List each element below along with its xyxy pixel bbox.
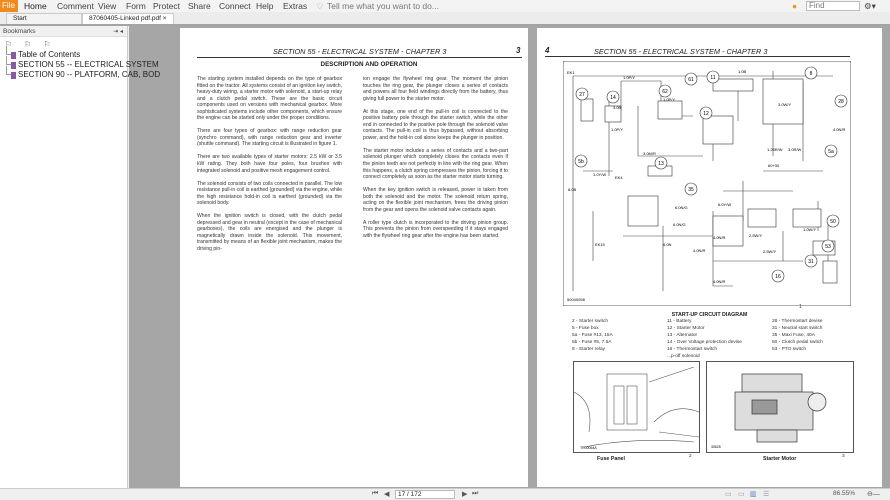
wire-label: EK4 [615, 175, 623, 180]
component-callout: 61 [688, 77, 694, 83]
lightbulb-icon: ♡ [316, 1, 324, 11]
page-splitter[interactable] [529, 26, 536, 488]
component-box [748, 209, 776, 227]
legend-item: 31 - Neutral start switch [772, 325, 823, 331]
legend-item: 5b - Fuse #5, 7.5A [572, 339, 612, 345]
component-box [628, 196, 658, 226]
close-icon[interactable]: × [162, 15, 167, 22]
legend-item: 16 - Thermostart switch [667, 346, 718, 352]
component-box [823, 261, 837, 283]
legend-item: 5 - Fuse box [572, 325, 599, 331]
wire-label: 1.0W/Y [803, 227, 817, 232]
wire-label: EK1 [567, 70, 575, 75]
legend-column [572, 319, 613, 354]
bookmark-icon [11, 62, 16, 69]
bookmark-toolbar [0, 37, 127, 50]
page-number-input[interactable]: 17 / 172 [395, 490, 455, 499]
document-view [129, 26, 890, 488]
component-callout: 50 [830, 219, 836, 225]
first-page-button[interactable]: ⏮ [372, 490, 379, 497]
wire-label: 1.0P/Y [623, 75, 636, 80]
bookmark-icon [11, 52, 16, 59]
fuse-panel-illustration [574, 362, 699, 452]
continuous-facing-icon[interactable]: ☰ [763, 491, 770, 498]
figure-caption: Starter Motor [763, 456, 797, 462]
find-options-icon[interactable]: ⚙▾ [864, 1, 876, 11]
bookmark-expand-icon[interactable]: ⚐ [24, 40, 32, 49]
single-page-view-icon[interactable]: ▭ [725, 491, 732, 498]
pdf-page-4 [537, 28, 882, 487]
paragraph: The starter motor includes a series of contacts and a two-part solenoid plunger which completely closes the contacts even if the pinion teeth are not perfectly in line with the ring gear. When this happens, a clutch spring compresses the pinion, forcing it to connect completely as soon as the starter motor starts turning. [363, 147, 508, 181]
wire-label: 1.0B [738, 69, 747, 74]
component-callout: 31 [808, 259, 814, 265]
diagram-frame [563, 61, 851, 306]
header-rule [197, 57, 522, 58]
bookmark-label: SECTION 55 -- ELECTRICAL SYSTEM [18, 60, 159, 69]
menu-comment[interactable]: Comment [57, 1, 94, 11]
legend-item: 12 - Starter Motor [667, 325, 705, 331]
menu-view[interactable]: View [98, 1, 117, 11]
next-page-button[interactable]: ▶ [462, 491, 468, 498]
tab-document[interactable] [82, 13, 174, 24]
start-up-circuit-diagram [563, 61, 851, 306]
wire-label: 3.0W/Y [778, 102, 792, 107]
tab-start[interactable] [6, 13, 82, 24]
wire-label: EK15 [595, 242, 605, 247]
component-box [793, 209, 821, 227]
component-callout: 27 [579, 92, 585, 98]
search-icon[interactable]: ● [792, 1, 798, 11]
paragraph: When the ignition switch is closed, with the clutch pedal depressed and gear in neutral (except in the case of mechanical gearboxes), the coils are energised and the plunger is magnetically drawn inside the solenoid. This movement, transmitted by means of an flexible joint mechanism, makes the driving pin- [197, 213, 342, 253]
component-callout: 62 [662, 89, 668, 95]
wire-label: 6.0N [663, 242, 672, 247]
figure-number: 2 [689, 454, 692, 459]
section-heading: DESCRIPTION AND OPERATION [320, 61, 418, 68]
legend-item: 11 - Battery [667, 319, 692, 324]
wire-label: 6.0N/G [675, 205, 688, 210]
wire-label: 1.0P/Y [663, 97, 676, 102]
zoom-out-icon[interactable]: ⊖— [867, 491, 880, 498]
menu-help[interactable]: Help [256, 1, 274, 11]
legend-item: 5a - Fuse #13, 15A [572, 332, 613, 338]
menu-extras[interactable]: Extras [283, 1, 308, 11]
figure-code: TR00064A [580, 446, 597, 450]
wire-label: 6.0B [568, 187, 577, 192]
tell-me-input[interactable]: Tell me what you want to do... [327, 1, 439, 11]
ribbon-menubar [0, 0, 890, 12]
menu-connect[interactable]: Connect [219, 1, 251, 11]
running-head: SECTION 55 - ELECTRICAL SYSTEM - CHAPTER 3 [273, 47, 447, 56]
paragraph: A roller type clutch is incorporated to the driving pinion group. This prevents the pinion from overspeeding if it stays engaged with the flywheel ring gear after the engine has been started. [363, 219, 508, 239]
zoom-level[interactable]: 86.55% [833, 490, 856, 497]
wire-label: 4.0N/R [833, 127, 846, 132]
bookmark-label: Table of Contents [18, 50, 81, 59]
wire-label: 3.0R/W [788, 147, 802, 152]
bookmark-item[interactable] [0, 50, 127, 60]
engine-illustration [707, 362, 853, 452]
component-callout: 12 [703, 111, 709, 117]
last-page-button[interactable]: ⏭ [472, 490, 479, 497]
continuous-view-icon[interactable]: ▭ [738, 491, 745, 498]
component-callout: 13 [658, 161, 664, 167]
facing-view-icon[interactable]: ▥ [750, 491, 757, 498]
panel-title: Bookmarks [3, 28, 36, 35]
wire-label: 3.0B [613, 105, 622, 110]
wire-label: 1.0P/Y [611, 127, 624, 132]
panel-controls-icon[interactable]: ⇥ ◂ [113, 29, 123, 35]
wire-label: 2.5W/Y [763, 249, 777, 254]
figure-caption: Fuse Panel [597, 456, 625, 462]
legend-item: 50 - Clutch pedal switch [772, 339, 823, 345]
menu-home[interactable]: Home [24, 1, 47, 11]
paragraph: ion engage the flywheel ring gear. The moment the pinion touches the ring gear, the plunger closes a series of contacts and powers all four field windings directly from the battery, thus giving full power to the starter motor. [363, 76, 508, 102]
paragraph: When the key ignition switch is released, power is taken from both the solenoid and the motor. The solenoid return spring, acting on the flexible joint mechanism, frees the driving pinion from the gear and opens the solenoid valve contacts again. [363, 187, 508, 213]
legend-column [772, 319, 823, 354]
component-callout: 53 [825, 244, 831, 250]
component-box [658, 101, 682, 119]
battery-symbol [713, 79, 753, 91]
figure-code: 30625 [711, 445, 721, 449]
component-callout: 28 [838, 99, 844, 105]
bookmark-label: SECTION 90 -- PLATFORM, CAB, BOD [18, 70, 161, 79]
starter-motor-figure [706, 361, 854, 453]
bookmark-add-icon[interactable]: ⚐ [5, 40, 13, 49]
paragraph: There are two available types of starter motors: 2.5 kW or 3.5 kW rating. They both have four poles, four brushes with integrated solenoid and positive mesh engagement control. [197, 154, 342, 174]
legend-item: 13 - Alternator [667, 332, 698, 338]
component-callout: 5b [578, 159, 584, 165]
component-callout: 5a [828, 149, 834, 155]
bookmark-item[interactable] [0, 60, 159, 70]
component-box [713, 216, 743, 246]
text-column-right [363, 76, 508, 246]
wire-label: 2.5W/Y [749, 233, 763, 238]
document-tabs [0, 12, 890, 26]
wire-label: 60+30 [768, 163, 780, 168]
figure-number: 1 [799, 304, 802, 310]
legend-item: 35 - Maxi Fuse, 40A [772, 332, 815, 338]
header-rule [545, 56, 850, 57]
pdf-page-3 [180, 28, 528, 487]
menu-protect[interactable]: Protect [153, 1, 180, 11]
component-callout: 14 [610, 95, 616, 101]
wire-label: 3.0M/R [643, 151, 656, 156]
prev-page-button[interactable]: ◀ [384, 491, 390, 498]
legend-title: START-UP CIRCUIT DIAGRAM [671, 312, 748, 318]
paragraph: There are four types of gearbox: with range reduction gear (synchro command), with range reduction gear and inverter (shuttle command). The starting circuit is illustrated in figure 1. [197, 128, 342, 148]
bookmarks-header [0, 26, 127, 37]
wire-label: 1.0Y/W [593, 172, 607, 177]
text-column-left [197, 76, 342, 259]
file-menu[interactable]: File [0, 0, 18, 12]
component-box [703, 116, 733, 144]
legend-item: 2 - Starter switch [572, 319, 608, 324]
menu-share[interactable]: Share [188, 1, 211, 11]
paragraph: The solenoid consists of two coils connected in parallel. The low resistance pull-in coil is earthed (grounded) via the engine, while the high resistance hold-in coil is earthed (grounded) via the solenoid body. [197, 180, 342, 207]
component-callout: 11 [710, 75, 716, 81]
wire-label: 4.0N/R [713, 235, 726, 240]
legend-item: 14 - Over Voltage protection devise [667, 339, 742, 345]
page-number: 3 [516, 46, 521, 55]
bookmark-collapse-icon[interactable]: ⚐ [43, 40, 51, 49]
page-number: 4 [545, 46, 550, 55]
component-callout: 35 [688, 187, 694, 193]
status-bar [0, 488, 890, 500]
bookmark-icon [11, 72, 16, 79]
wire-label: 4.0N/R [713, 279, 726, 284]
legend-item: 8 - Starter relay [572, 346, 606, 352]
component-callout: 16 [775, 274, 781, 280]
wire-label: 6.0Y/W [718, 202, 732, 207]
wire-label: 4.0N/R [693, 248, 706, 253]
tab-label: Start [13, 15, 27, 22]
tab-label: 87060405-Linked pdf.pdf [89, 15, 161, 22]
legend-column [667, 319, 742, 360]
legend-item: 28 - Thermostart devise [772, 319, 823, 324]
diagram-code: 50040058 [567, 297, 585, 302]
wire-label: 1.25R/W [767, 147, 783, 152]
wire-label: 6.0N/G [673, 222, 686, 227]
paragraph: The starting system installed depends on the type of gearbox fitted on the tractor. All systems consist of an ignition key switch, heavy-duty wiring, a starter motor with solenoid, a start-up relay and a clutch pedal switch. These are the basic circuit components used on versions with mechanical gearbox. More sophisticated systems include other components, which ensure the engine can be started only under the proper conditions. [197, 76, 342, 122]
figure-number: 3 [842, 454, 845, 459]
legend-item: 53 - PTO switch [772, 346, 807, 352]
component-box [581, 99, 593, 121]
paragraph: At this stage, one end of the pull-in coil is connected to the positive battery pole through the starter switch, while the other end in connected to the positive pole through the solenoid valve contacts. The pull-in coil is thus bypassed, without absorbing power, and the hold-in coil alone keeps the plunger in position. [363, 108, 508, 141]
component-callout: 8 [809, 71, 813, 77]
legend-item: ...p-off solenoid [667, 353, 700, 359]
bookmarks-panel [0, 26, 161, 488]
fuse-panel-figure [573, 361, 700, 453]
bookmark-item[interactable] [0, 70, 161, 80]
find-input[interactable]: Find [806, 1, 860, 11]
menu-form[interactable]: Form [126, 1, 146, 11]
running-head: SECTION 55 - ELECTRICAL SYSTEM - CHAPTER 3 [594, 47, 768, 56]
